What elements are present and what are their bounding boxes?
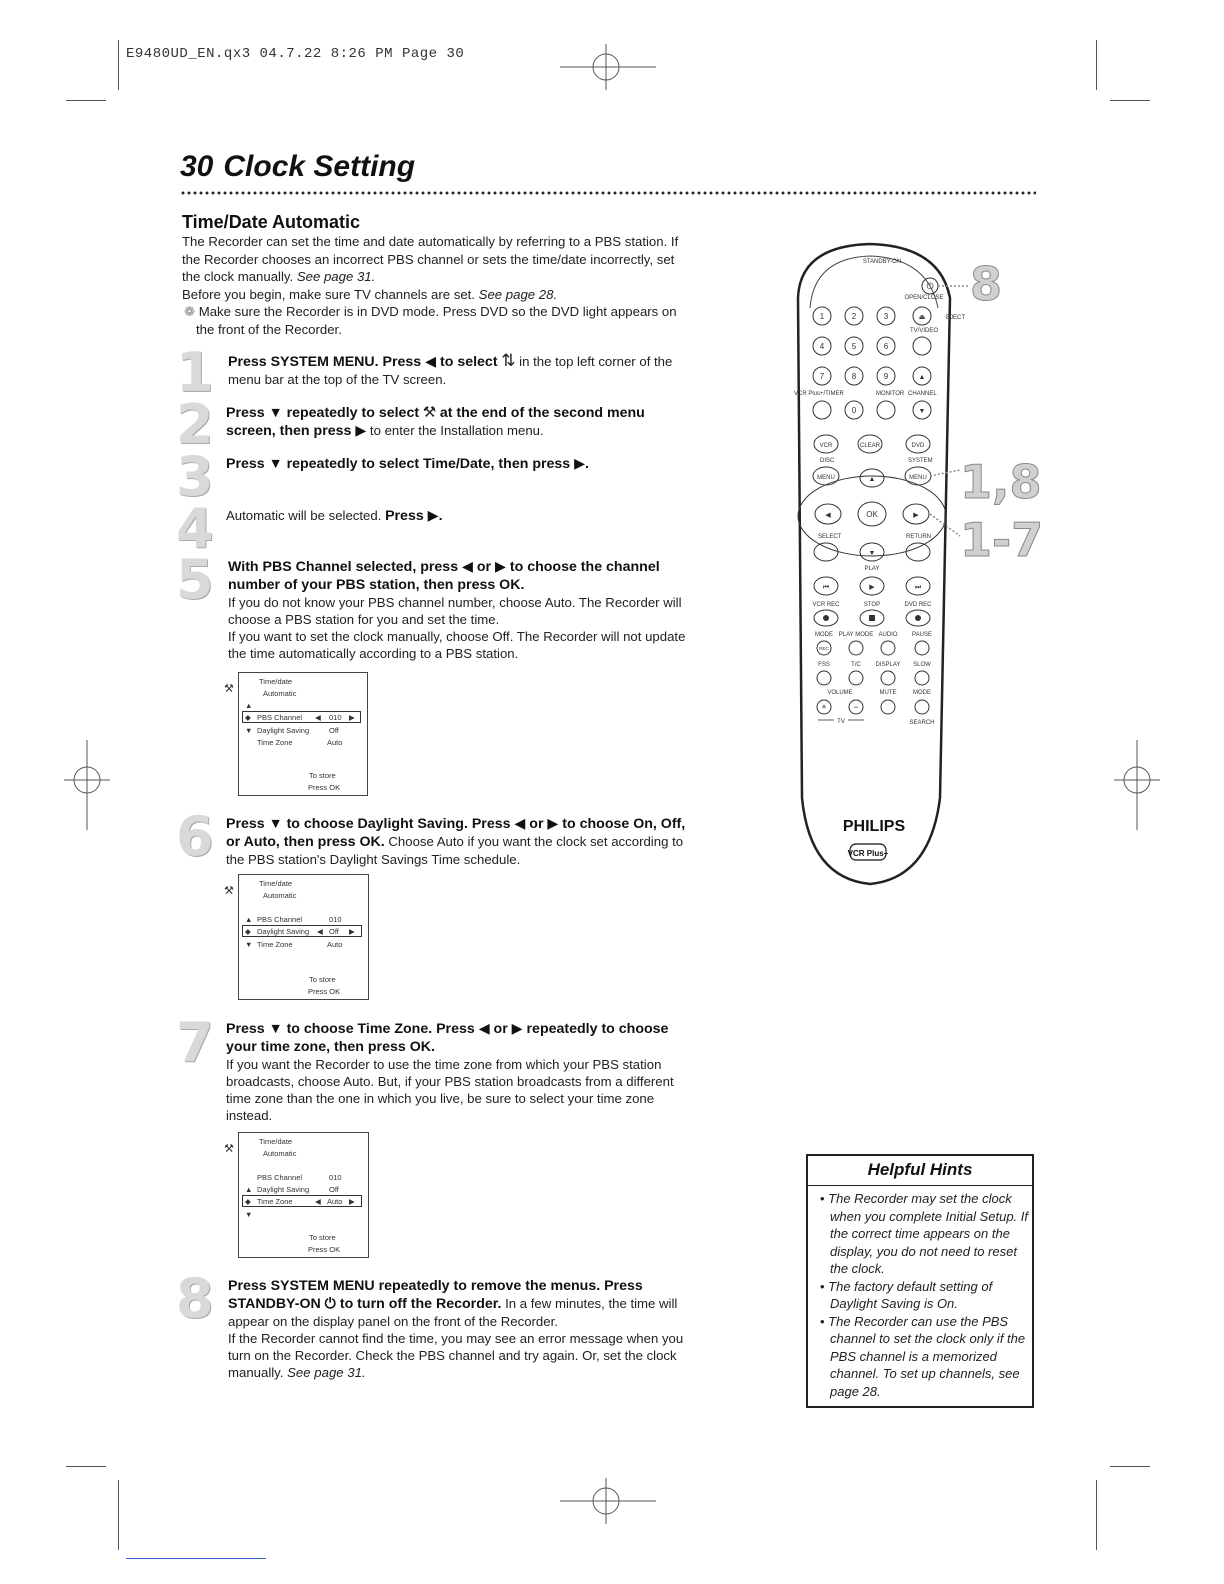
crop-mark xyxy=(118,40,119,90)
clear-label: CLEAR xyxy=(859,443,881,449)
play-icon: ▶ xyxy=(869,584,875,591)
crop-mark xyxy=(1096,1480,1097,1550)
step-1-instruction: Press SYSTEM MENU. Press ◀ to select xyxy=(228,354,498,370)
hint-item: • The Recorder can use the PBS channel to set the clock only if the PBS channel is a memorized channel. To set up channels, see page 28. xyxy=(818,1313,1028,1401)
minus-icon: − xyxy=(853,702,859,712)
step-7 xyxy=(226,1020,686,1124)
before-see-page: See page 28. xyxy=(478,286,558,302)
digit-6: 6 xyxy=(883,342,889,351)
osd-title: Time/date xyxy=(259,677,293,686)
play-mode-label: PLAY MODE xyxy=(838,632,874,638)
osd-tz-value: Auto xyxy=(327,1197,343,1206)
bullet-icon: ❁ xyxy=(184,304,199,319)
installation-icon: ⚒ xyxy=(224,683,234,695)
step-3 xyxy=(226,455,686,473)
osd-tz-value: Auto xyxy=(327,940,343,949)
osd-screen-tz xyxy=(238,1132,369,1258)
step-number-5: 5 xyxy=(176,548,214,611)
return-label: RETURN xyxy=(906,534,931,540)
vcr-label: VCR xyxy=(819,443,833,449)
step-8-see-page: See page 31. xyxy=(287,1365,366,1380)
audio-label: AUDIO xyxy=(878,632,898,638)
osd-dst-label: Daylight Saving xyxy=(257,927,310,936)
digit-0: 0 xyxy=(851,406,857,415)
page-number: 30 xyxy=(180,150,214,183)
crop-mark xyxy=(118,1480,119,1550)
digit-8: 8 xyxy=(851,372,857,381)
step-number-6: 6 xyxy=(176,805,214,868)
crop-mark xyxy=(1096,40,1097,90)
osd-press-ok: Press OK xyxy=(308,1245,341,1254)
osd-right-arrow: ▶ xyxy=(349,1197,355,1206)
page-title-text: Clock Setting xyxy=(223,150,416,183)
page-title xyxy=(180,150,415,184)
step-3-instruction: Press ▼ repeatedly to select Time/Date, then press ▶. xyxy=(226,456,589,472)
osd-dst-value: Off xyxy=(329,927,339,936)
step-5-detail-2: If you want to set the clock manually, choose Off. The Recorder will not update the time automatically according to a PBS station. xyxy=(228,629,686,661)
installation-icon: ⚒ xyxy=(224,885,234,897)
registration-mark-top xyxy=(560,44,656,90)
osd-pbs-label: PBS Channel xyxy=(257,1173,303,1182)
slow-label: SLOW xyxy=(913,662,931,668)
stop-icon xyxy=(869,615,875,621)
standby-label: STANDBY-ON xyxy=(862,259,902,265)
registration-mark-right xyxy=(1114,740,1160,830)
digit-3: 3 xyxy=(883,312,889,321)
osd-right-arrow: ▶ xyxy=(349,927,355,936)
up-arrow-icon: ▲ xyxy=(918,374,926,381)
step-8-detail: In a few minutes, the time will appear on the display panel on the front of the Recorder. xyxy=(228,1296,678,1329)
volume-label: VOLUME xyxy=(827,690,853,696)
intro-body: The Recorder can set the time and date automatically by referring to a PBS station. If the Recorder chooses an incorrect PBS channel or sets the time/date incorrectly, set the clock manually. xyxy=(182,234,679,284)
callout-8: 8 xyxy=(970,257,1003,311)
crop-mark xyxy=(1110,1466,1150,1467)
file-info: E9480UD_EN.qx3 04.7.22 8:26 PM Page 30 xyxy=(126,46,465,62)
osd-subtitle: Automatic xyxy=(263,891,297,900)
bottom-rule xyxy=(126,1558,266,1559)
digit-9: 9 xyxy=(883,372,889,381)
step-5 xyxy=(228,558,688,662)
installation-icon: ⚒ xyxy=(422,404,437,421)
registration-mark-left xyxy=(64,740,110,830)
osd-cursor-icon: ◆ xyxy=(245,713,251,722)
osd-cursor-icon: ◆ xyxy=(245,927,251,936)
osd-cursor-icon: ◆ xyxy=(245,1197,251,1206)
crop-mark xyxy=(66,1466,106,1467)
ok-label: OK xyxy=(866,510,878,519)
step-7-detail: If you want the Recorder to use the time zone from which your PBS station broadcasts, choose Auto. But, if your PBS station broadcasts from a different time zone than the one in which you live, be sure to select your time zone instead. xyxy=(226,1057,674,1123)
step-number-8: 8 xyxy=(176,1267,214,1330)
section-heading: Time/Date Automatic xyxy=(182,212,361,232)
step-5-instruction: With PBS Channel selected, press ◀ or ▶ to choose the channel number of your PBS station, then press OK. xyxy=(228,559,660,593)
power-icon: ⏻ xyxy=(926,281,934,291)
setup-menu-icon: ⇅ xyxy=(501,351,516,370)
osd-dst-value: Off xyxy=(329,1185,339,1194)
osd-pbs-value: 010 xyxy=(329,1173,342,1182)
vcr-plus-logo: VCR Plus+ xyxy=(847,849,889,858)
step-6-instruction: Press ▼ to choose Daylight Saving. Press ◀ or ▶ to choose On, Off, or Auto, then press OK. xyxy=(226,816,686,850)
tv-video-label: TV/VIDEO xyxy=(909,328,939,334)
osd-down-arrow: ▼ xyxy=(245,1210,253,1219)
tc-label: T/C xyxy=(851,662,861,668)
osd-store: To store xyxy=(309,975,336,984)
step-6 xyxy=(226,815,686,868)
dvd-rec-label: DVD REC xyxy=(904,602,932,608)
osd-title: Time/date xyxy=(259,1137,293,1146)
osd-store: To store xyxy=(309,771,336,780)
osd-up-arrow: ▲ xyxy=(245,915,253,924)
hint-item: • The Recorder may set the clock when you complete Initial Setup. If the correct time appears on the display, you do not need to reset the clock. xyxy=(818,1190,1028,1278)
mode-label: MODE xyxy=(913,690,931,696)
step-2-detail: to enter the Installation menu. xyxy=(369,423,544,438)
system-label: SYSTEM xyxy=(908,458,933,464)
crop-mark xyxy=(66,100,106,101)
osd-screen-pbs xyxy=(238,672,368,796)
step-1-detail: in the top left corner of the menu bar at the top of the TV screen. xyxy=(228,354,673,387)
osd-up-arrow: ▲ xyxy=(245,1185,253,1194)
osd-left-arrow: ◀ xyxy=(315,1197,321,1206)
intro-see-page: See page 31. xyxy=(296,269,376,284)
disc-label: DISC xyxy=(820,458,835,464)
intro-text xyxy=(182,233,682,338)
eject-label: EJECT xyxy=(946,315,966,321)
up-arrow-icon: ▲ xyxy=(868,476,876,483)
helpful-hints-box xyxy=(806,1154,1034,1408)
vcr-plus-label: VCR Plus+/TIMER xyxy=(794,391,844,397)
osd-pbs-label: PBS Channel xyxy=(257,915,303,924)
osd-screen-dst xyxy=(238,874,369,1000)
mode-label: MODE xyxy=(815,632,833,638)
channel-label: CHANNEL xyxy=(908,391,937,397)
osd-dst-label: Daylight Saving xyxy=(257,726,310,735)
osd-down-arrow: ▼ xyxy=(245,940,253,949)
step-number-2: 2 xyxy=(176,393,214,456)
hint-item: • The factory default setting of Daylight Saving is On. xyxy=(818,1278,1028,1313)
record-icon xyxy=(823,615,829,621)
remote-body xyxy=(798,244,950,884)
remote-control-illustration xyxy=(770,238,1050,898)
play-label: PLAY xyxy=(864,566,880,572)
osd-tz-label: Time Zone xyxy=(257,940,293,949)
select-label: SELECT xyxy=(818,534,842,540)
step-8 xyxy=(228,1277,688,1381)
crop-mark xyxy=(1110,100,1150,101)
step-1 xyxy=(228,352,688,388)
monitor-label: MONITOR xyxy=(876,391,905,397)
step-2 xyxy=(226,404,686,440)
osd-tz-value: Auto xyxy=(327,738,343,747)
step-number-1: 1 xyxy=(176,341,214,404)
step-8-detail-2: If the Recorder cannot find the time, you may see an error message when you turn on the Recorder. Check the PBS channel and try again. Or, set the clock manually. xyxy=(228,1331,684,1380)
step-2-instruction: Press ▼ repeatedly to select xyxy=(226,405,420,421)
previous-icon: ⏮ xyxy=(822,584,830,591)
osd-press-ok: Press OK xyxy=(308,783,341,792)
down-arrow-icon: ▼ xyxy=(868,550,876,557)
step-4-detail: Automatic will be selected. xyxy=(226,508,382,523)
next-icon: ⏭ xyxy=(914,584,922,591)
digit-2: 2 xyxy=(851,312,857,321)
left-arrow-icon: ◀ xyxy=(825,512,831,519)
digit-1: 1 xyxy=(819,312,825,321)
disc-menu-label: MENU xyxy=(817,475,835,481)
osd-pbs-label: PBS Channel xyxy=(257,713,303,722)
dvd-label: DVD xyxy=(911,443,925,449)
osd-up-arrow: ▲ xyxy=(245,701,253,710)
osd-left-arrow: ◀ xyxy=(315,713,321,722)
record-icon xyxy=(915,615,921,621)
osd-title: Time/date xyxy=(259,879,293,888)
step-8-instruction: Press SYSTEM MENU repeatedly to remove the menus. Press STANDBY-ON ⏻ to turn off the Recorder. xyxy=(228,1278,643,1312)
rec-label: REC xyxy=(819,646,829,651)
digit-7: 7 xyxy=(819,372,825,381)
philips-logo: PHILIPS xyxy=(842,818,906,835)
osd-pbs-value: 010 xyxy=(329,915,342,924)
fss-label: FSS xyxy=(818,662,830,668)
vcr-rec-label: VCR REC xyxy=(812,602,840,608)
osd-store: To store xyxy=(309,1233,336,1242)
osd-subtitle: Automatic xyxy=(263,689,297,698)
tv-label: TV xyxy=(837,719,845,725)
step-4 xyxy=(226,507,686,525)
callout-1-8: 1,8 xyxy=(960,455,1042,509)
step-5-detail: If you do not know your PBS channel number, choose Auto. The Recorder will choose a PBS station for you and set the time. xyxy=(228,595,682,627)
digit-5: 5 xyxy=(851,342,857,351)
eject-icon: ⏏ xyxy=(918,314,926,321)
registration-mark-bottom xyxy=(560,1478,656,1524)
osd-pbs-value: 010 xyxy=(329,713,342,722)
osd-left-arrow: ◀ xyxy=(317,927,323,936)
osd-tz-label: Time Zone xyxy=(257,1197,293,1206)
down-arrow-icon: ▼ xyxy=(918,408,926,415)
osd-right-arrow: ▶ xyxy=(349,713,355,722)
dotted-rule xyxy=(180,190,1036,196)
osd-dst-label: Daylight Saving xyxy=(257,1185,310,1194)
right-arrow-icon: ▶ xyxy=(913,512,919,519)
osd-tz-label: Time Zone xyxy=(257,738,293,747)
installation-icon: ⚒ xyxy=(224,1143,234,1155)
before-text: Before you begin, make sure TV channels are set. xyxy=(182,286,475,302)
mute-label: MUTE xyxy=(879,690,897,696)
callout-1-7: 1-7 xyxy=(960,513,1044,567)
step-7-instruction: Press ▼ to choose Time Zone. Press ◀ or ▶ repeatedly to choose your time zone, then press OK. xyxy=(226,1021,669,1055)
dvd-mode-note: Make sure the Recorder is in DVD mode. Press DVD so the DVD light appears on the front of the Recorder. xyxy=(196,304,677,337)
step-number-4: 4 xyxy=(176,497,214,560)
system-menu-label: MENU xyxy=(909,475,927,481)
display-label: DISPLAY xyxy=(875,662,901,668)
step-2-instruction-cont: at the end of the second menu screen, then press ▶ xyxy=(226,405,645,439)
step-number-7: 7 xyxy=(176,1011,214,1074)
osd-down-arrow: ▼ xyxy=(245,726,253,735)
stop-label: STOP xyxy=(863,602,881,608)
step-number-3: 3 xyxy=(176,445,214,508)
osd-subtitle: Automatic xyxy=(263,1149,297,1158)
helpful-hints-list xyxy=(818,1190,1028,1400)
pause-label: PAUSE xyxy=(912,632,932,638)
search-label: SEARCH xyxy=(909,720,935,726)
digit-4: 4 xyxy=(819,342,825,351)
osd-press-ok: Press OK xyxy=(308,987,341,996)
step-6-detail: Choose Auto if you want the clock set according to the PBS station's Daylight Savings Time schedule. xyxy=(226,834,684,867)
step-4-instruction: Press ▶. xyxy=(385,508,443,524)
helpful-hints-title: Helpful Hints xyxy=(808,1156,1032,1186)
open-close-label: OPEN/CLOSE xyxy=(904,295,944,301)
plus-icon: + xyxy=(821,702,827,712)
osd-dst-value: Off xyxy=(329,726,339,735)
